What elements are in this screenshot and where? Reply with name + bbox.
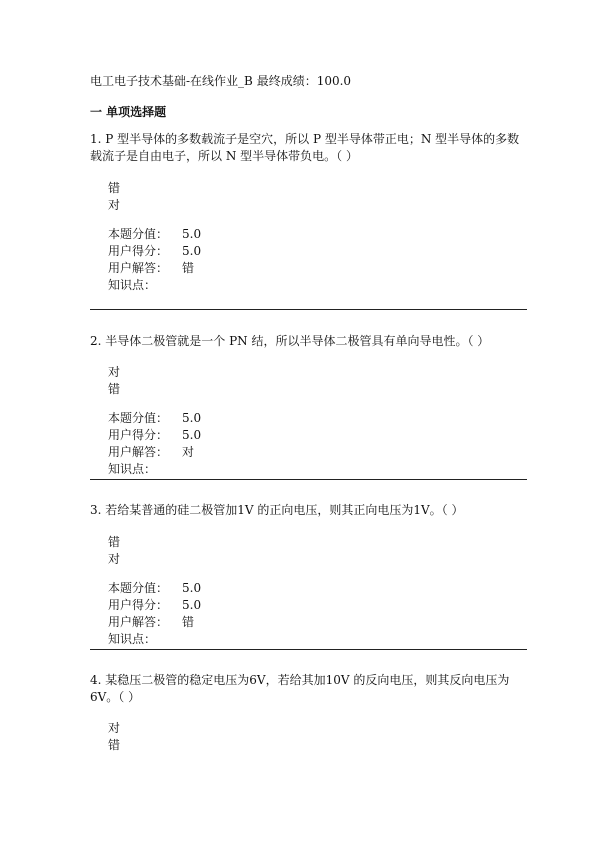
user-answer-row <box>108 444 201 461</box>
section-title: 一 单项选择题 <box>90 105 167 119</box>
user-score: 5.0 <box>182 428 202 442</box>
user-score-label: 用户得分： <box>108 244 169 258</box>
user-answer: 错 <box>182 615 195 629</box>
score-value-label: 本题分值： <box>108 227 169 241</box>
knowledge-label: 知识点： <box>108 278 157 292</box>
user-score: 5.0 <box>182 598 202 612</box>
knowledge-label: 知识点： <box>108 462 157 476</box>
divider <box>90 479 527 480</box>
user-score: 5.0 <box>182 244 202 258</box>
question-text: 2. 半导体二极管就是一个 PN 结，所以半导体二极管具有单向导电性。（ ） <box>90 334 490 348</box>
score-value: 5.0 <box>182 227 202 241</box>
question-1-meta <box>108 226 201 294</box>
user-answer-row <box>108 614 201 631</box>
user-score-label: 用户得分： <box>108 598 169 612</box>
option-1: 对 <box>108 365 121 379</box>
user-answer-label: 用户解答： <box>108 445 169 459</box>
knowledge-row <box>108 461 201 478</box>
option-1: 错 <box>108 181 121 195</box>
divider <box>90 309 527 310</box>
question-2-meta <box>108 410 201 478</box>
user-answer: 对 <box>182 445 195 459</box>
user-score-row <box>108 597 201 614</box>
question-3-meta <box>108 580 201 648</box>
question-2 <box>90 333 530 350</box>
score-value-row <box>108 226 201 243</box>
user-answer-label: 用户解答： <box>108 261 169 275</box>
question-4 <box>90 672 530 706</box>
score-value: 5.0 <box>182 581 202 595</box>
option-2: 错 <box>108 738 121 752</box>
user-answer-row <box>108 260 201 277</box>
question-1-options <box>108 180 120 214</box>
question-2-options <box>108 364 120 398</box>
knowledge-label: 知识点： <box>108 632 157 646</box>
divider <box>90 649 527 650</box>
score-value: 5.0 <box>182 411 202 425</box>
user-score-label: 用户得分： <box>108 428 169 442</box>
page-title: 电工电子技术基础-在线作业_B 最终成绩：100.0 <box>90 74 352 88</box>
user-answer-label: 用户解答： <box>108 615 169 629</box>
knowledge-row <box>108 277 201 294</box>
score-value-row <box>108 580 201 597</box>
user-score-row <box>108 427 201 444</box>
score-value-row <box>108 410 201 427</box>
question-1 <box>90 131 530 165</box>
option-2: 错 <box>108 382 121 396</box>
question-3-options <box>108 534 120 568</box>
knowledge-row <box>108 631 201 648</box>
question-3 <box>90 502 530 519</box>
question-4-options <box>108 720 120 754</box>
question-text: 1. P 型半导体的多数载流子是空穴，所以 P 型半导体带正电；N 型半导体的多数载流子是自由电子，所以 N 型半导体带负电。（ ） <box>90 132 520 163</box>
score-value-label: 本题分值： <box>108 581 169 595</box>
question-text: 3. 若给某普通的硅二极管加1V 的正向电压，则其正向电压为1V。（ ） <box>90 503 464 517</box>
option-2: 对 <box>108 552 121 566</box>
question-text: 4. 某稳压二极管的稳定电压为6V，若给其加10V 的反向电压，则其反向电压为6V。（ ） <box>90 673 510 704</box>
option-1: 对 <box>108 721 121 735</box>
user-score-row <box>108 243 201 260</box>
option-2: 对 <box>108 198 121 212</box>
user-answer: 错 <box>182 261 195 275</box>
score-value-label: 本题分值： <box>108 411 169 425</box>
option-1: 错 <box>108 535 121 549</box>
